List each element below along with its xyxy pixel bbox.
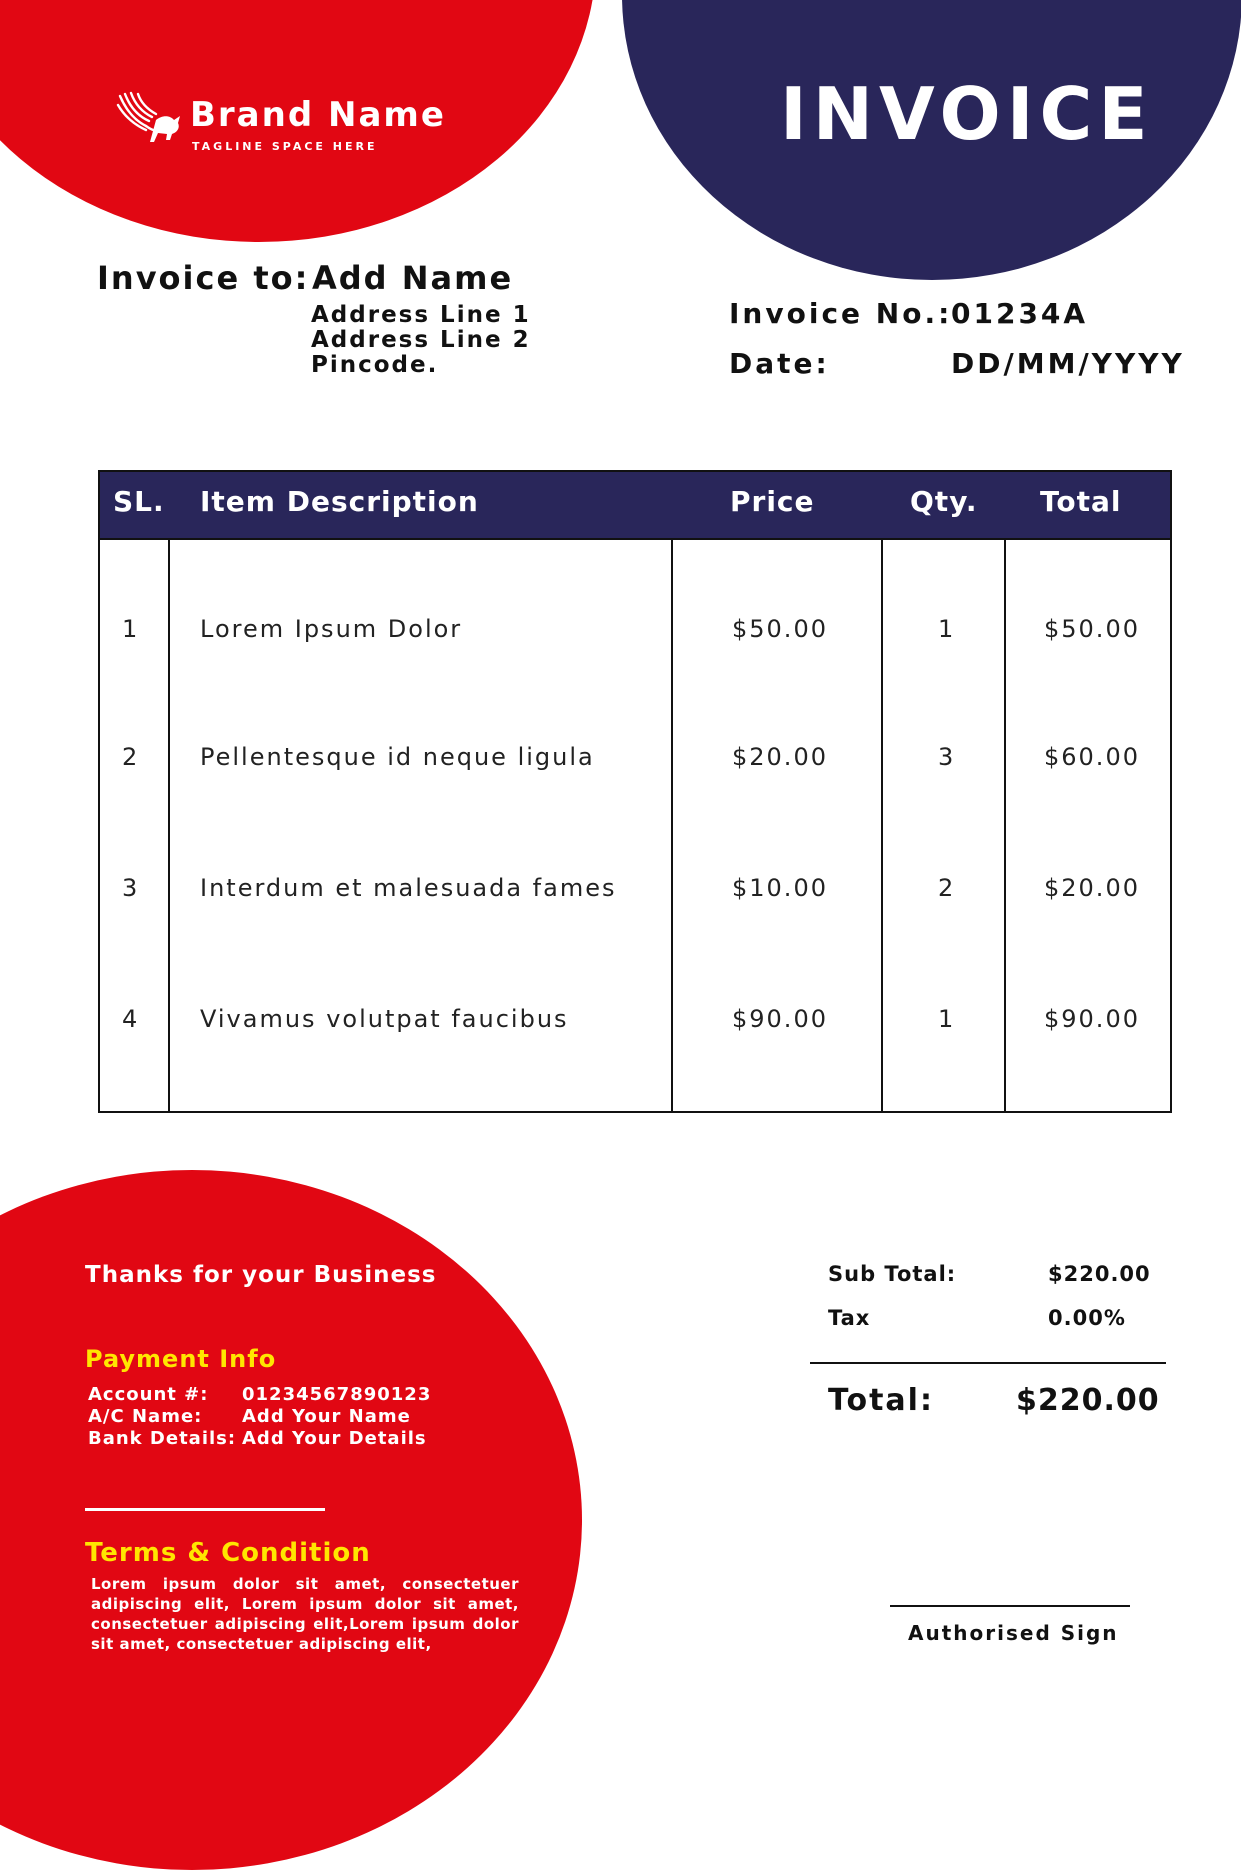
invoice-title: INVOICE bbox=[780, 72, 1154, 156]
row-total: $60.00 bbox=[1044, 743, 1140, 771]
invoice-to-label: Invoice to: bbox=[97, 259, 310, 297]
header-price: Price bbox=[730, 485, 815, 518]
account-number-label: Account #: bbox=[88, 1384, 209, 1405]
address-pincode: Pincode. bbox=[311, 352, 439, 378]
date-value: DD/MM/YYYY bbox=[951, 347, 1185, 380]
row-qty: 3 bbox=[938, 743, 956, 771]
date-label: Date: bbox=[729, 347, 830, 380]
payment-info-heading: Payment Info bbox=[85, 1345, 277, 1373]
signature-line bbox=[890, 1605, 1130, 1607]
brand-tagline: TAGLINE SPACE HERE bbox=[192, 140, 378, 153]
table-header bbox=[100, 472, 1170, 538]
subtotal-value: $220.00 bbox=[1048, 1262, 1151, 1286]
invoice-to-name: Add Name bbox=[312, 259, 514, 297]
row-price: $10.00 bbox=[732, 874, 828, 902]
row-sl: 2 bbox=[122, 743, 140, 771]
header-sl: SL. bbox=[113, 485, 165, 518]
row-qty: 2 bbox=[938, 874, 956, 902]
row-description: Vivamus volutpat faucibus bbox=[200, 1005, 569, 1033]
address-line-1: Address Line 1 bbox=[311, 302, 531, 328]
invoice-number-label: Invoice No.: bbox=[729, 297, 953, 330]
row-sl: 1 bbox=[122, 615, 140, 643]
column-divider bbox=[1004, 538, 1006, 1111]
row-price: $90.00 bbox=[732, 1005, 828, 1033]
row-total: $50.00 bbox=[1044, 615, 1140, 643]
total-label: Total: bbox=[828, 1383, 934, 1418]
subtotal-label: Sub Total: bbox=[828, 1262, 957, 1286]
header-total: Total bbox=[1040, 485, 1122, 518]
terms-heading: Terms & Condition bbox=[85, 1538, 371, 1568]
total-value: $220.00 bbox=[1016, 1383, 1160, 1418]
totals-divider bbox=[810, 1362, 1166, 1364]
header-divider bbox=[100, 538, 1170, 540]
row-description: Lorem Ipsum Dolor bbox=[200, 615, 463, 643]
items-table bbox=[98, 470, 1172, 1113]
authorised-sign-label: Authorised Sign bbox=[908, 1621, 1119, 1645]
account-name-label: A/C Name: bbox=[88, 1406, 203, 1427]
account-name-value: Add Your Name bbox=[242, 1406, 411, 1427]
header-qty: Qty. bbox=[910, 485, 978, 518]
row-total: $20.00 bbox=[1044, 874, 1140, 902]
terms-text: Lorem ipsum dolor sit amet, consectetuer adipiscing elit, Lorem ipsum dolor sit amet, consectetuer adipiscing elit,Lorem ipsum dolor sit amet, consectetuer adipiscing elit, bbox=[91, 1575, 519, 1653]
address-line-2: Address Line 2 bbox=[311, 327, 531, 353]
column-divider bbox=[881, 538, 883, 1111]
row-sl: 3 bbox=[122, 874, 140, 902]
bank-details-value: Add Your Details bbox=[242, 1428, 427, 1449]
divider-line bbox=[85, 1508, 325, 1511]
column-divider bbox=[168, 538, 170, 1111]
row-price: $50.00 bbox=[732, 615, 828, 643]
thanks-message: Thanks for your Business bbox=[85, 1262, 437, 1288]
row-sl: 4 bbox=[122, 1005, 140, 1033]
brand-name: Brand Name bbox=[190, 95, 446, 135]
row-qty: 1 bbox=[938, 615, 956, 643]
winged-horse-icon bbox=[116, 90, 184, 148]
row-total: $90.00 bbox=[1044, 1005, 1140, 1033]
tax-value: 0.00% bbox=[1048, 1306, 1126, 1330]
invoice-number-value: 01234A bbox=[951, 297, 1089, 330]
column-divider bbox=[671, 538, 673, 1111]
account-number-value: 01234567890123 bbox=[242, 1384, 432, 1405]
tax-label: Tax bbox=[828, 1306, 871, 1330]
bank-details-label: Bank Details: bbox=[88, 1428, 237, 1449]
row-qty: 1 bbox=[938, 1005, 956, 1033]
header-description: Item Description bbox=[200, 485, 479, 518]
row-price: $20.00 bbox=[732, 743, 828, 771]
row-description: Pellentesque id neque ligula bbox=[200, 743, 595, 771]
row-description: Interdum et malesuada fames bbox=[200, 874, 617, 902]
